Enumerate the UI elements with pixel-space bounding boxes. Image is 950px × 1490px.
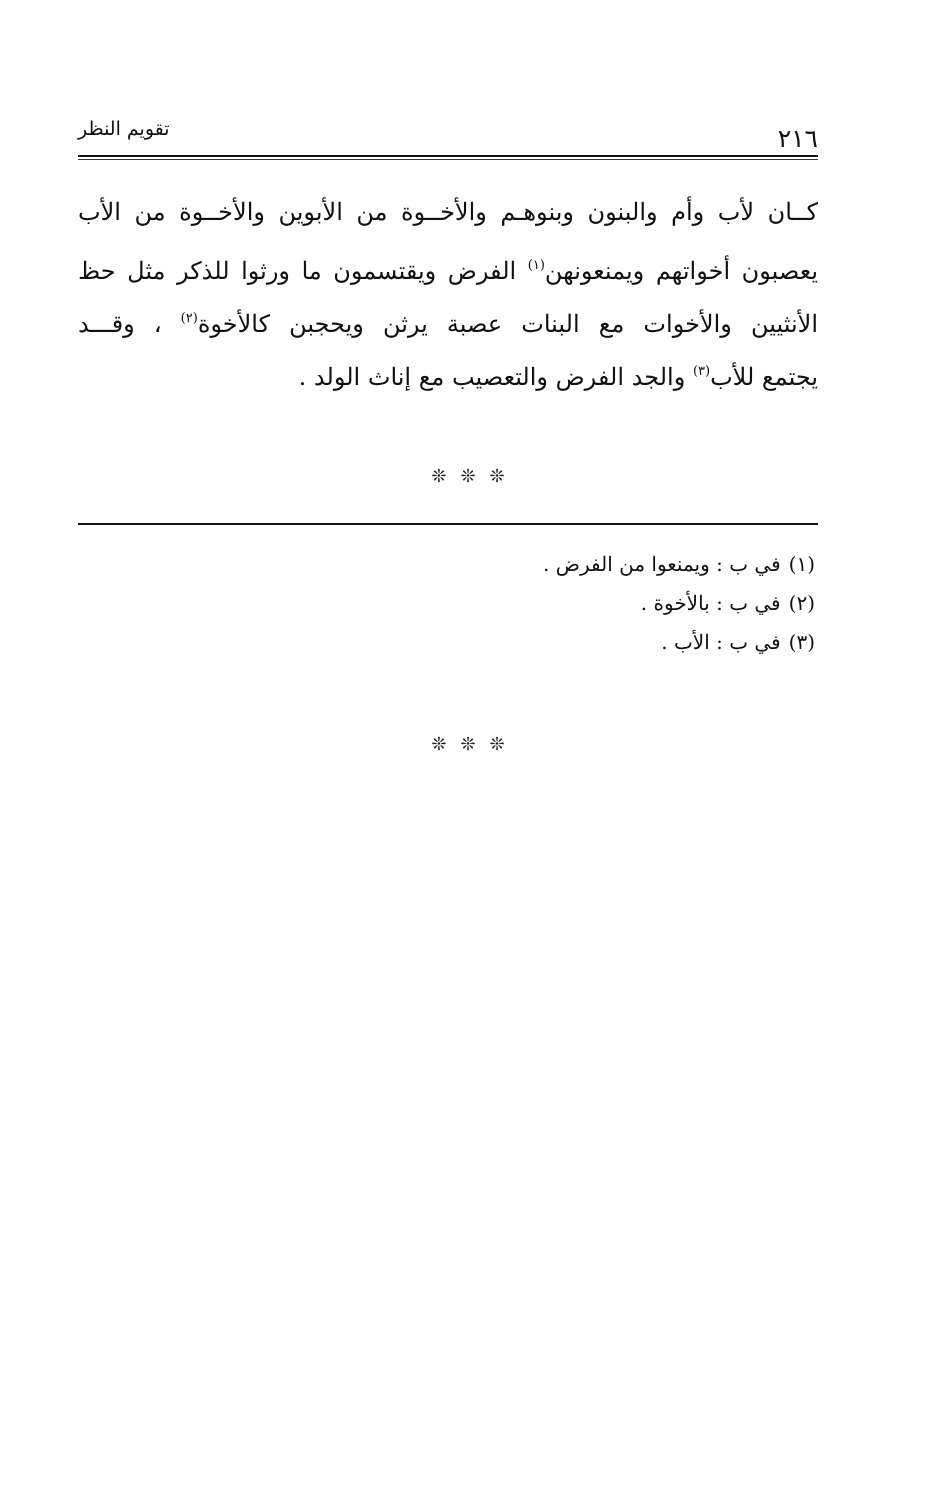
body-line-1: كــان لأب وأم والبنون وبنوهـم والأخــوة من الأبوين والأخــوة من الأب — [78, 198, 818, 226]
body-line-2-text-b: الفرض ويقتسمون ما ورثوا للذكر مثل حظ — [78, 257, 528, 285]
footnote-text: في ب : الأب . — [661, 630, 781, 654]
page-number: ٢١٦ — [777, 124, 818, 153]
footnote-ref-2[interactable]: (٢) — [180, 311, 198, 326]
body-line-4-text-b: والجد الفرض والتعصيب مع إناث الولد . — [298, 363, 693, 391]
section-ornament-bottom: ❊❊❊ — [431, 734, 519, 755]
footnote-number: (١) — [788, 552, 815, 576]
body-line-3-text-a: الأنثيين والأخوات مع البنات عصبة يرثن ويحجبن كالأخوة — [197, 310, 818, 338]
body-line-3 — [78, 292, 818, 345]
footnote-item — [215, 584, 815, 623]
body-line-2-text-a: يعصبون أخواتهم ويمنعونهن — [544, 257, 818, 285]
running-title: تقويم النظر — [78, 118, 170, 140]
footnote-text: في ب : بالأخوة . — [640, 591, 781, 615]
body-line-2 — [78, 239, 818, 292]
footnote-ref-3[interactable]: (٣) — [692, 364, 711, 379]
body-line-3-text-b: ، وقـــد — [78, 310, 181, 338]
footnote-item — [215, 623, 815, 662]
header-rule-thin — [78, 159, 818, 160]
footnote-item — [215, 545, 815, 584]
body-paragraph — [78, 186, 818, 398]
section-ornament-top: ❊❊❊ — [431, 466, 519, 487]
footnote-ref-1[interactable]: (١) — [527, 258, 545, 273]
footnotes — [215, 545, 815, 662]
footnote-text: في ب : ويمنعوا من الفرض . — [543, 552, 781, 576]
footnote-number: (٢) — [788, 591, 815, 615]
footnote-number: (٣) — [788, 630, 815, 654]
page-header — [78, 112, 818, 156]
body-line-4 — [78, 345, 818, 398]
footnote-separator — [78, 523, 818, 525]
body-line-4-text-a: يجتمع للأب — [710, 363, 818, 391]
header-rule — [78, 155, 818, 157]
